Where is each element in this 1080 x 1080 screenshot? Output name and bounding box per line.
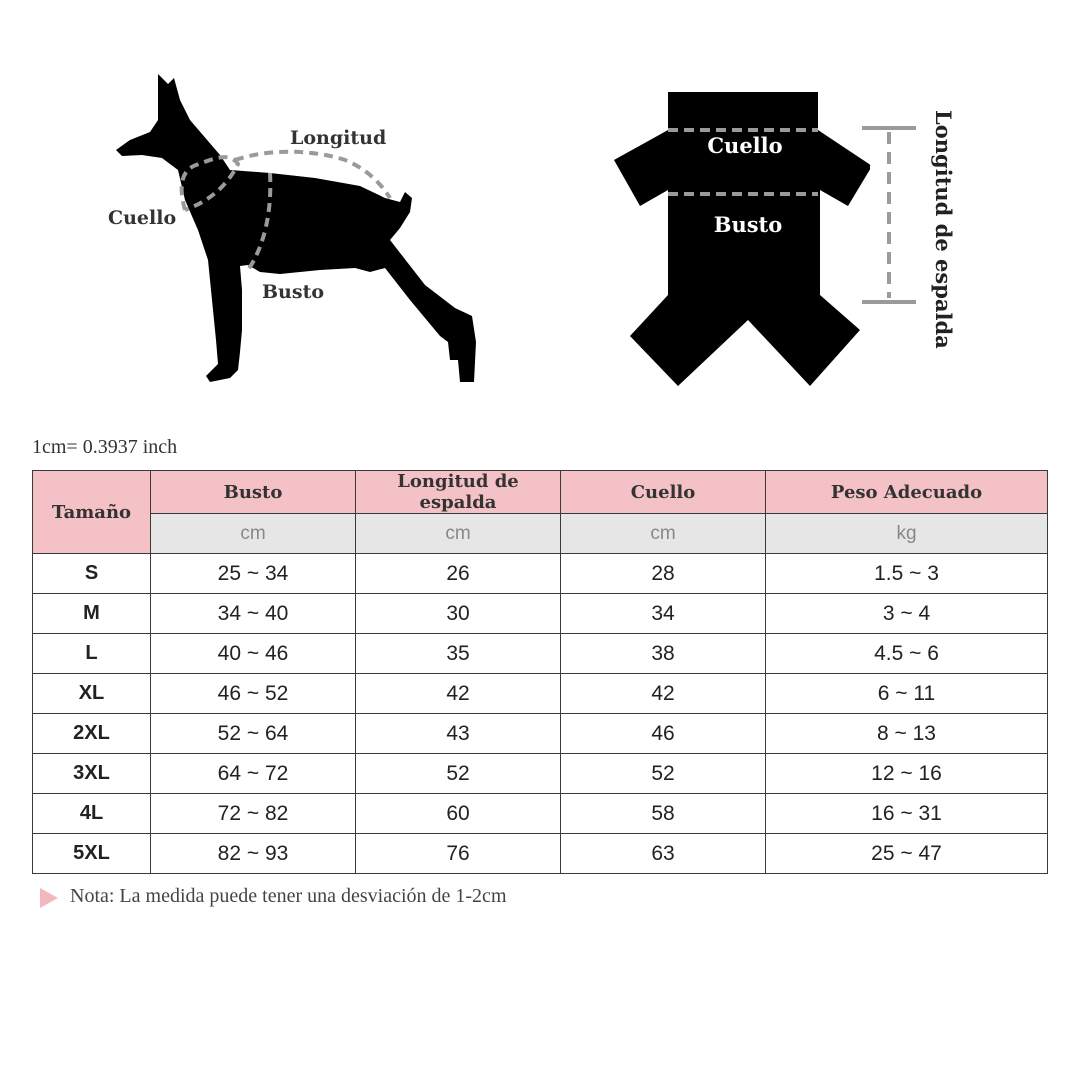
cell-back-length: 60 [356, 794, 561, 834]
header-size: Tamaño [33, 471, 151, 554]
table-row [33, 594, 1048, 634]
cell-size: S [33, 554, 151, 594]
deviation-note: Nota: La medida puede tener una desviación de 1-2cm [70, 885, 507, 907]
cell-chest: 34 ~ 40 [151, 594, 356, 634]
header-neck: Cuello [561, 471, 766, 514]
header-weight: Peso Adecuado [766, 471, 1048, 514]
cell-chest: 46 ~ 52 [151, 674, 356, 714]
table-row [33, 714, 1048, 754]
unit-back-length: cm [356, 514, 561, 554]
cell-neck: 58 [561, 794, 766, 834]
cell-back-length: 30 [356, 594, 561, 634]
cell-neck: 63 [561, 834, 766, 874]
garment-label-back-length: Longitud de espalda [931, 110, 956, 349]
table-unit-row [33, 514, 1048, 554]
cell-chest: 82 ~ 93 [151, 834, 356, 874]
cell-weight: 12 ~ 16 [766, 754, 1048, 794]
header-chest: Busto [151, 471, 356, 514]
table-header-row [33, 471, 1048, 514]
cell-neck: 34 [561, 594, 766, 634]
unit-chest: cm [151, 514, 356, 554]
size-table [32, 470, 1048, 874]
garment-label-neck: Cuello [707, 133, 783, 158]
cell-size: 5XL [33, 834, 151, 874]
back-length-marker [858, 118, 922, 310]
table-row [33, 794, 1048, 834]
cell-back-length: 43 [356, 714, 561, 754]
cell-weight: 1.5 ~ 3 [766, 554, 1048, 594]
cell-back-length: 42 [356, 674, 561, 714]
dog-label-neck: Cuello [108, 207, 177, 229]
table-row [33, 554, 1048, 594]
cell-neck: 38 [561, 634, 766, 674]
unit-weight: kg [766, 514, 1048, 554]
cell-neck: 46 [561, 714, 766, 754]
cell-chest: 52 ~ 64 [151, 714, 356, 754]
cell-weight: 25 ~ 47 [766, 834, 1048, 874]
unit-neck: cm [561, 514, 766, 554]
cell-chest: 64 ~ 72 [151, 754, 356, 794]
cell-size: 2XL [33, 714, 151, 754]
cell-size: 3XL [33, 754, 151, 794]
cell-back-length: 35 [356, 634, 561, 674]
conversion-note: 1cm= 0.3937 inch [32, 436, 178, 458]
dog-label-chest: Busto [262, 281, 325, 303]
table-row [33, 634, 1048, 674]
cell-chest: 25 ~ 34 [151, 554, 356, 594]
dog-label-length: Longitud [290, 127, 387, 149]
triangle-arrow-icon [38, 887, 60, 909]
cell-neck: 28 [561, 554, 766, 594]
dog-silhouette [100, 60, 500, 400]
cell-weight: 16 ~ 31 [766, 794, 1048, 834]
cell-weight: 4.5 ~ 6 [766, 634, 1048, 674]
cell-size: L [33, 634, 151, 674]
cell-back-length: 52 [356, 754, 561, 794]
cell-weight: 8 ~ 13 [766, 714, 1048, 754]
table-row [33, 834, 1048, 874]
cell-size: 4L [33, 794, 151, 834]
cell-back-length: 26 [356, 554, 561, 594]
garment-label-chest: Busto [713, 212, 783, 237]
cell-weight: 6 ~ 11 [766, 674, 1048, 714]
cell-neck: 42 [561, 674, 766, 714]
cell-size: M [33, 594, 151, 634]
cell-back-length: 76 [356, 834, 561, 874]
header-back-length: Longitud de espalda [356, 471, 561, 514]
table-row [33, 754, 1048, 794]
cell-size: XL [33, 674, 151, 714]
table-row [33, 674, 1048, 714]
cell-chest: 40 ~ 46 [151, 634, 356, 674]
cell-weight: 3 ~ 4 [766, 594, 1048, 634]
cell-chest: 72 ~ 82 [151, 794, 356, 834]
cell-neck: 52 [561, 754, 766, 794]
